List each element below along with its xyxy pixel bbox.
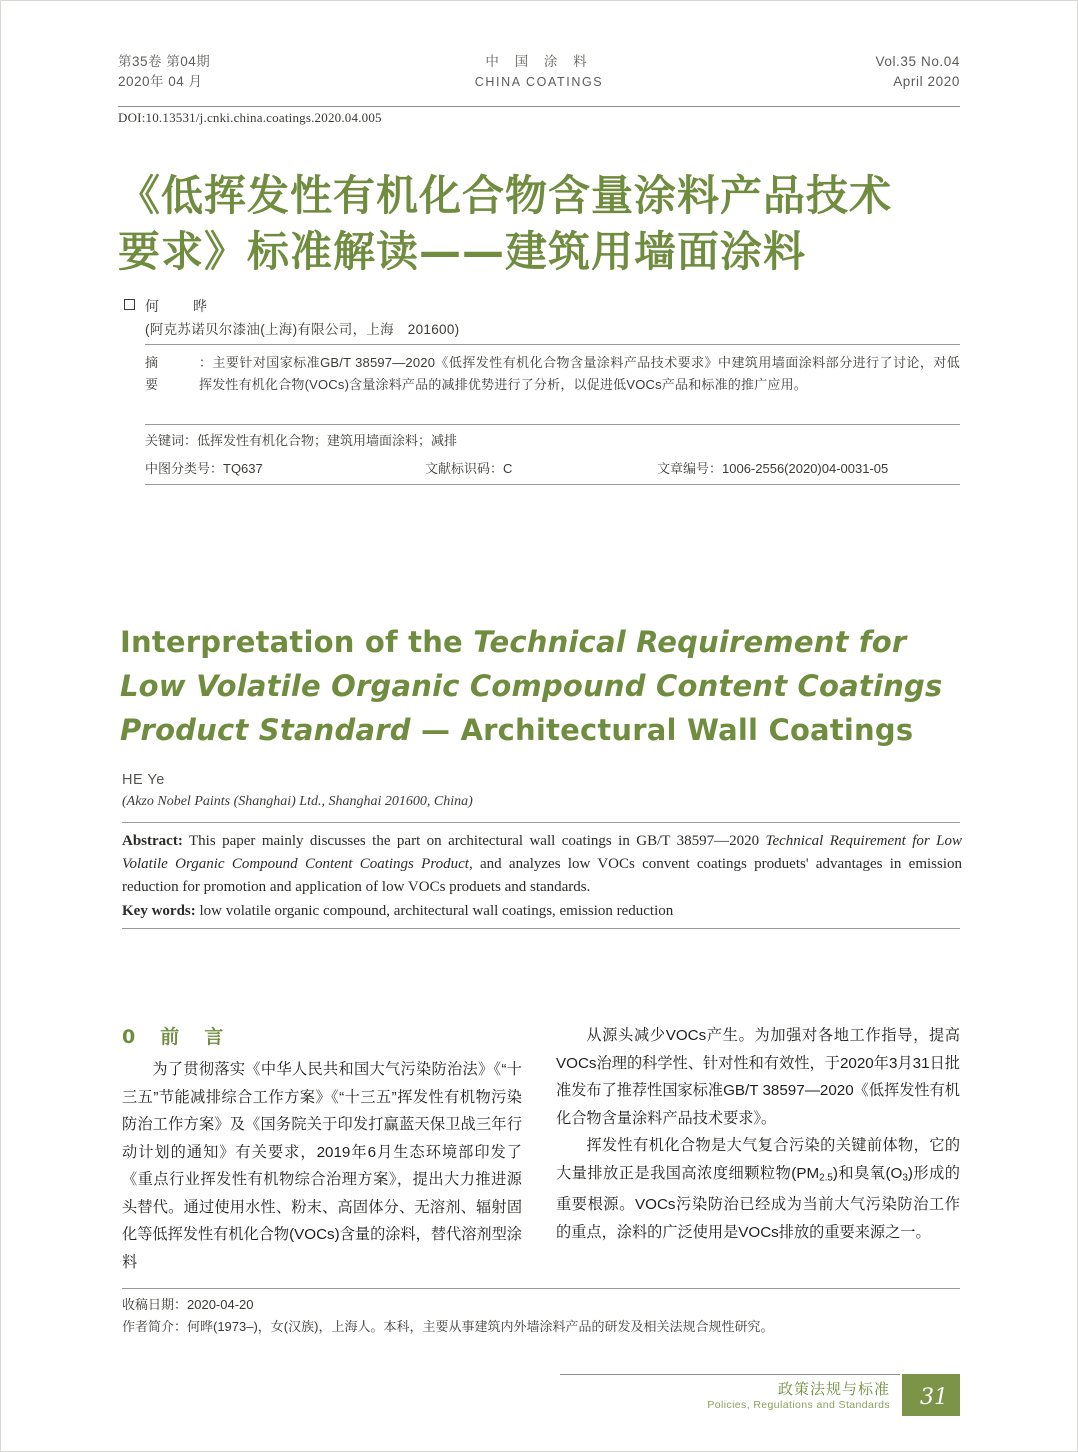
page-title-en-part3: — Architectural Wall Coatings	[410, 713, 914, 747]
abstract-cn-divider-bottom	[145, 484, 960, 485]
page-number-badge	[902, 1374, 960, 1416]
bullet-square-icon	[124, 299, 135, 310]
keywords-cn: 关键词：低挥发性有机化合物；建筑用墙面涂料；减排	[145, 433, 458, 448]
body-column-left	[122, 1056, 522, 1276]
running-head	[118, 52, 960, 106]
abstract-cn-text: ：主要针对国家标准GB/T 38597—2020《低挥发性有机化合物含量涂料产品技术要求》中建筑用墙面涂料部分进行了讨论，对低挥发性有机化合物(VOCs)含量涂料产品的减排优势进行了分析，以促进低VOCs产品和标准的推广应用。	[199, 355, 960, 392]
author-cn-name: 何 晔	[145, 298, 217, 314]
volume-cn-line1: 第35卷 第04期	[118, 54, 211, 69]
abstract-en-part3: , and analyzes low VOCs convent coatings produets' advantages in emission reduction for promotion and application of low VOCs produets and standards.	[122, 856, 963, 895]
header-divider	[118, 106, 960, 107]
body-paragraph: 从源头减少VOCs产生。为加强对各地工作指导，提高VOCs治理的科学性、针对性和有效性，于2020年3月31日批准发布了推荐性国家标准GB/T 38597—2020《低挥发性有机化合物含量涂料产品技术要求》。	[556, 1027, 960, 1127]
keywords-en-text: low volatile organic compound, architectural wall coatings, emission reduction	[195, 903, 674, 919]
author-cn	[124, 296, 217, 316]
body-paragraph-subscripted	[556, 1132, 960, 1246]
received-date: 收稿日期：2020-04-20	[122, 1297, 254, 1312]
keywords-en-label: Key words:	[122, 903, 196, 919]
para2-sub-pm25: 2.5	[819, 1171, 833, 1183]
page-title-cn-line2: 要求》标准解读——建筑用墙面涂料	[118, 227, 807, 276]
footnotes	[122, 1294, 962, 1338]
volume-cn-line2: 2020年 04 月	[118, 74, 203, 89]
page-number: 31	[920, 1385, 948, 1410]
running-head-right	[875, 52, 960, 92]
footnote-divider	[122, 1288, 960, 1289]
page-title-cn-line1: 《低挥发性有机化合物含量涂料产品技术	[118, 171, 893, 220]
affiliation-en: (Akzo Nobel Paints (Shanghai) Ltd., Shanghai 201600, China)	[122, 794, 473, 809]
journal-name-en: CHINA COATINGS	[474, 75, 604, 89]
section-heading-intro: 0 前 言	[122, 1026, 227, 1048]
author-en-name: HE Ye	[122, 772, 165, 788]
para2-part-b: )和臭氧(O	[832, 1164, 903, 1182]
footer-section-en: Policies, Regulations and Standards	[707, 1399, 890, 1411]
abstract-en-part2: Technical Requirement for Low Volatile Organic Compound Content Coatings Product	[122, 833, 962, 872]
clc-code: 中图分类号：TQ637	[145, 461, 263, 476]
article-number: 文章编号：1006-2556(2020)04-0031-05	[657, 461, 889, 476]
body-paragraph: 为了贯彻落实《中华人民共和国大气污染防治法》《“十三五”节能减排综合工作方案》《“十三五”挥发性有机物污染防治工作方案》及《国务院关于印发打赢蓝天保卫战三年行动计划的通知》有关要求，2019年6月生态环境部印发了《重点行业挥发性有机物综合治理方案》，提出大力推进源头替代。通过使用水性、粉末、高固体分、无溶剂、辐射固化等低挥发性有机化合物(VOCs)含量的涂料，替代溶剂型涂料	[122, 1061, 522, 1271]
doi-text: DOI:10.13531/j.cnki.china.coatings.2020.04.005	[118, 110, 382, 125]
keywords-en	[122, 900, 962, 923]
abstract-en-divider-top	[122, 822, 960, 823]
page-title-en	[120, 620, 966, 752]
affiliation-cn: (阿克苏诺贝尔漆油(上海)有限公司，上海 201600)	[145, 322, 460, 337]
running-head-center	[118, 52, 960, 92]
footer-section-cn: 政策法规与标准	[777, 1380, 890, 1398]
page-title-en-part2: Technical Requirement for Low Volatile Organic Compound Content Coatings Product Standard	[120, 625, 943, 747]
volume-en-line1: Vol.35 No.04	[875, 54, 960, 69]
volume-en-line2: April 2020	[893, 74, 960, 89]
abstract-cn-divider-mid	[145, 424, 960, 425]
abstract-en-part1: This paper mainly discusses the part on architectural wall coatings in GB/T 38597—2020	[182, 833, 766, 849]
abstract-cn	[145, 352, 960, 396]
abstract-cn-divider-top	[145, 344, 960, 345]
document-code: 文献标识码：C	[425, 461, 513, 476]
abstract-en	[122, 830, 962, 899]
journal-name-cn: 中 国 涂 料	[485, 54, 593, 69]
para2-sub-o3: 3	[902, 1171, 908, 1183]
body-column-right	[556, 1022, 960, 1246]
page-title-en-part1: Interpretation of the	[120, 625, 474, 659]
page-footer	[560, 1372, 960, 1420]
abstract-en-divider-bottom	[122, 928, 960, 929]
author-bio: 作者简介：何晔(1973–)，女(汉族)，上海人。本科，主要从事建筑内外墙涂料产品的研发及相关法规合规性研究。	[122, 1319, 774, 1334]
para2-part-a: 挥发性有机化合物是大气复合污染的关键前体物，它的大量排放正是我国高浓度细颗粒物(PM	[556, 1137, 960, 1182]
footer-rule	[560, 1374, 900, 1375]
page-title-cn	[118, 168, 964, 280]
abstract-cn-label: 摘 要	[145, 355, 188, 392]
abstract-en-label: Abstract:	[122, 833, 183, 849]
para2-part-c: )形成的重要根源。VOCs污染防治已经成为当前大气污染防治工作的重点，涂料的广泛使用是VOCs排放的重要来源之一。	[556, 1164, 960, 1241]
